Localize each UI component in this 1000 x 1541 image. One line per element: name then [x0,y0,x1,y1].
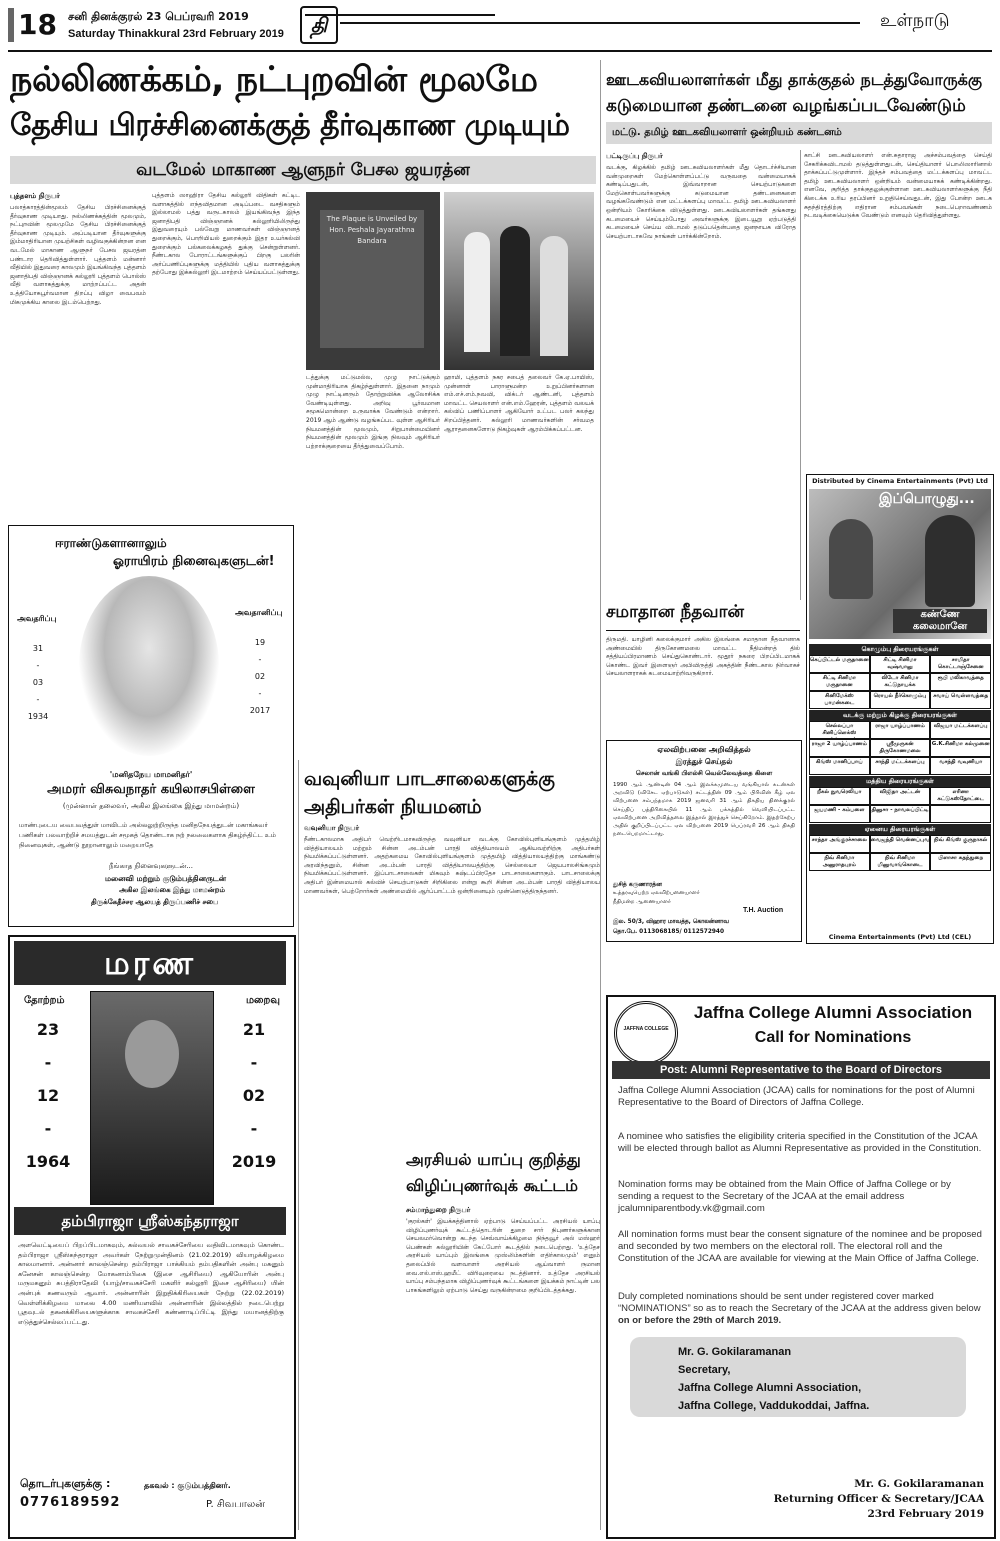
column-rule [600,60,601,1530]
memorial-portrait [79,576,219,756]
auction-phone: தொ.பே. 0113068185/ 0112572940 [613,929,724,935]
vavuniya-headline-1: வவுனியா பாடசாலைகளுக்கு [304,768,555,790]
jaffna-signature: Mr. G. Gokilaramanan Returning Officer & Secretary/JCAA 23rd February 2019 [773,1478,984,1520]
cinema-venue: கெப்பிட்டல் மருதானை [809,655,870,673]
cinema-footer: Cinema Entertainments (Pvt) Ltd (CEL) [828,933,972,941]
cinema-venue [930,805,991,823]
jaffna-post: Post: Alumni Representative to the Board of Directors [612,1061,990,1079]
obituary-portrait [90,991,214,1205]
lead-subhead: வடமேல் மாகாண ஆளுநர் பேசல ஜயரத்ன [10,156,596,184]
memorial-tagline-1: ஈராண்டுகளானாலும் [55,536,167,550]
jaffna-deadline: on or before the 29th of March 2019. [618,1315,782,1326]
politics-body: 'குரல்கள்' இயக்கத்தினால் ஏற்பாடு செய்யப்பட்ட அரசியல் யாப்பு விழிப்புணர்வுக் கூட்டத்தொடரின் துறை சார் நிபுணர்களுக்கான செயலமர்வொன்று கடந்த செவ்வாய்க்கிழமை நிந்தவூர் அல் மஸ்ஹர் பெண்கள் கல்லூரியின் கேட்போர் கூடத்தில் நடைபெற்றது. 'உத்தேச அரசியல் யாப்பும் இலங்கை முஸ்லிம்களின் எதிர்காலமும்' எனும் தலைப்பில் வளவாளர் அரசியல் ஆய்வாளர் ருமான வை.எல்.எஸ்.ஹமீட் விரிவுரையை நடத்தினார். உத்தேச அரசியல் யாப்பு சம்பந்தமாக விழிப்புணர்வுக் கூட்டங்களை இயக்கம் நாட்டின் பல பாகங்களிலும் ஏற்பாடு செய்து வருகின்றமை குறிப்பிடத்தக்கது. [406,1218,600,1294]
plaque-text: The Plaque is Unveiled by Hon. Peshala Jayarathna Bandara [320,210,424,348]
cinema-venue: றீகல் நுவரெலியா [809,787,870,805]
died-date: 21 - 02 - 2019 [231,1020,277,1171]
auction-bank: செலான் வங்கி பிஎல்சி வெல்லேவத்தை கிளை [635,769,773,777]
header-divider-right [340,22,860,24]
cinema-row [809,739,991,757]
memorial-temple: திருக்கேதீச்சர ஆலயத் திருப்பணிச் சபை [91,898,219,906]
cinema-row [809,655,991,673]
cinema-venue: ரொயல் நீர்கொழும்பு [870,691,931,709]
lead-headline-2: தேசிய பிரச்சினைக்குத் தீர்வுகாண முடியும் [10,108,570,143]
person-silhouette [500,226,530,356]
cinema-venue: சிட்டி சினிமா மருதானை [809,673,870,691]
obituary-notice [8,935,296,1539]
died-label: மறைவு [246,995,280,1006]
date-tamil: சனி தினக்குரல் 23 பெப்ரவரி 2019 [68,10,249,23]
samathana-title: சமாதான நீதவான் [606,602,744,622]
plaque-photo [306,192,440,370]
cinema-region-header: மத்திய திரையரங்குகள் [809,776,991,787]
born-date: 23 - 12 - 1964 [25,1020,71,1171]
cinema-venue: எரினா கட்டுகஸ்தோட்டை [930,787,991,805]
page-number-tab [8,8,14,42]
lead-col-1: பலாத்காரத்தின்மூலம் தேசிய பிரச்சினைக்குத் தீர்வுகாண முடியாது. நல்லிணக்கத்தின் மூலமும், நட்புறவின் மூலமுமே தேசிய பிரச்சினைக்குத் தீர்வுகாண முடியும். அப்படியான தீர்வுகளுக்கு இம்மாதிரியான முயற்சிகள் வழிவகுக்கின்றன என வடமேல் மாகாண ஆளுநர் பேசல ஜயரத்ன பண்டார தெரிவித்துள்ளார். புத்தளம் மன்னார் வீதியில் இதுவரை காலமும் இயங்கிவந்த புத்தளம் ஜனாதிபதி விஞ்ஞானக் கல்லூரி புத்தளம் பொல்ஸ் வீதி வளாகத்துக்கு மாற்றப்பட்ட அதன் உத்தியோகபூர்வமான திறப்பு விழா வைபவம் மிகமுக்கிய காலை இடம்பெற்றது. [10,204,146,306]
cinema-venue: ஸ்ரீமுருகன் திருகோணமலை [870,739,931,757]
lead-col-4: ஹாமி, புத்தளம் நகர சபைத் தலைவர் கே.ஏ.பாயிஸ், முன்னாள் பாராளுமன்ற உறுப்பினர்களான எம்.எச்.எம்.நவவி, விக்டர் ஆண்டனி, புத்தளம் மாவட்ட செயலாளர் என்.எம்.ஹேரன், புத்தளம் வலயக் கல்விப் பணிப்பாளர் ஆகியோர் உட்பட பலர் கலந்து சிறப்பித்தனர். கல்லூரி மாணவர்களின் சர்வமத ஆராதனைகளோடு நிகழ்வுகள் ஆரம்பிக்கப்பட்டன. [444,374,594,433]
cinema-listings [809,643,991,871]
actor-silhouette [829,519,873,599]
auctioneer-name: துசித் கருணாரத்ன [613,881,662,888]
lead-col-2: புத்தளம் ஸாஹிரா தேசிய கல்லூரி விதிகள் கட்டிட வளாகத்தில் எந்தவிதமான அடிப்படை வசதிகளும் இல்லாமல் பத்து வருடகாலம் இயங்கிவந்த இந்த ஜனாதிபதி விஞ்ஞானக் கல்லூரியிலிருந்து இதுவரையும் பல்வேறு மாணவர்கள் விஞ்ஞானத் துறைக்கும், பொறியியல் துறைக்கும் இதர உயர்கல்வி துறைக்கும் பல்கலைக்கழகத் துக்கு சென்றுள்ளனர். நீண்டகால போராட்டங்களுக்குப் பிறகு பலரின் அர்ப்பணிப்புகளுக்கு மத்தியில் புதிய வளாகத்துக்கு தற்போது இக்கல்லூரி இடமாற்றம் செய்யப்பட்டுள்ளது. [152,192,300,277]
cinema-row [809,787,991,805]
cinema-venue: சாமிதா கொட்டாஞ்சேனை [930,655,991,673]
cinema-venue: ராஜா யாழ்ப்பாணம் [870,721,931,739]
memorial-body: மாண்புடைய வைபவத்துள் மாவிடம் அல்லலுற்றிருந்த மனிதநேயத்துடன் மகாங்கவர் பணிகள் பலவாற்றிச் சமயத்துடன் சமூகத் தொண்டாக நற் நலவைகளாக திகழ்ந்திட்ட உம் நினைவுகள், ஆண்டு நூறானாலும் மறையாதே [19,821,276,849]
cinema-row [809,757,991,775]
cinema-venue: வைஜந்தி வென்னப்புவ [870,835,931,853]
header-rule [8,50,992,52]
jaffna-p4: All nomination forms must bear the consent signature of the nominee and be proposed and seconded by two members on the electoral roll. The electoral roll and the Constitution of the JCAA are available for viewing at the Main Office of Jaffna College. [618,1229,982,1264]
obituary-body: அளவெட்டியைப் பிறப்பிடமாகவும், கல்வயல் சாவகச்சேரியை வதிவிடமாகவும் கொண்ட தம்பிராஜா ஸ்ரீஸ்கந்தராஜா அவர்கள் நேற்றுமுன்தினம் (21.02.2019) வியாழக்கிழமை காலமானார். அன்னார் காலஞ்சென்ற தம்பிராஜா பாக்கியம் தம்பதிகளின் அன்பு மகனும் கனேசன் காலஞ்சென்ற மோகனாம்பிகை (இசை ஆசிரியை) ஆகியோரின் அன்பு மருமகனும் சுபத்திராதேவி (யாழ்/சாவகச்சேரி மகளிர் கல்லூரி இசை ஆசிரியை) யின் அன்புக் கணவரும் ஆவார். அன்னாரின் இறுதிக்கிரியைகள் நேற்று (22.02.2019) வெள்ளிக்கிழமை மாலை 4.00 மணியளவில் அன்னாரின் இல்லத்தில் நடைபெற்று பூதவுடல் தகனக்கிரியைகளுக்காக சாவகச்சேரி கண்ணாடிப்பிட்டி இந்து மயானத்திற்கு எடுத்துச்செல்லப்பட்டது. [18,1241,284,1326]
memorial-org: அகில இலங்கை இந்து மாமன்றம் [119,886,225,894]
auction-title: ஏலவிற்பனை அறிவித்தல் [657,745,751,754]
cinema-venue: ராஜா 2 யாழ்ப்பாணம் [809,739,870,757]
media-dateline: பட்டிருப்பு நிருபர் [606,152,663,160]
cinema-venue: நிவ் சினிமா அனுராதபுரம் [809,853,870,871]
jaffna-college-notice [606,995,996,1539]
obituary-signature: P. சிவபாலன் [206,1499,265,1510]
auctioneer-role: உத்தரவுபெற்ற ஏலவிற்பனையாளர் [613,890,700,896]
jaffna-p2: A nominee who satisfies the eligibility criteria specified in the Constitution of the JCAA will be elected through ballot as Alumni Representative as provided in the Constitution. [618,1131,982,1154]
cinema-row [809,673,991,691]
cinema-venue: விஜயா மட்டக்களப்பு [930,721,991,739]
jaffna-call: Call for Nominations [754,1029,912,1046]
cinema-ad [806,474,994,944]
cinema-venue: தினுசா - நாவலப்பிட்டி [870,805,931,823]
cinema-venue: சவாய் வெள்ளவத்தை [930,691,991,709]
politics-headline-1: அரசியல் யாப்பு குறித்து [406,1150,581,1169]
cinema-venue: பிளாசா சுதந்துறை [930,853,991,871]
column-rule [298,760,299,1530]
media-subhead: மட்டு. தமிழ் ஊடகவியலாளர் ஒன்றியம் கண்டனம் [606,122,992,144]
cinema-region-header: ஏனைய திரையரங்குகள் [809,824,991,835]
lead-col-3: டத்துக்கு மட்டுமல்ல, முழு நாட்டுக்கும் முன்மாதிரியாக திகழ்ந்துள்ளார். இதனை நாமும் முழு நாட்டினரும் தோற்றுவிக்க ஆலோசிக்க வேண்டியுள்ளது. அறிவு பூர்வமான சமூகமொன்றை உருவாக்க வேண்டும் என்றார். 2019 ஆம் ஆண்டு வழங்கப்பட வுள்ள ஆசிரியர் நியமனத்தின் மூலமும், சிறுபான்மையினர் நியமனத்தின் மூலமும் இங்கு நிலவும் ஆசிரியர் பற்றாக்குறையை தீர்த்துவைப்போம். [306,374,440,450]
cinema-venue: நிவ் கிங்ஸ் குருநாகல் [930,835,991,853]
lead-headline-1: நல்லிணக்கம், நட்புறவின் மூலமே [10,60,538,100]
auction-body: 1990 ஆம் ஆண்டின் 04 ஆம் இலக்கமுடைய வங்கியால் கடன்கள் அறவிடு (விசேட ஏற்பாடுகள்) சட்டத்தின் 09 ஆம் பிரிவின் கீழ் ஏல விற்பனை சம்பந்தமாக 2019 ஜனவரி 31 ஆம் திகதிய தினக்குரல் செய்திப் பத்திரிகையில் 11 ஆம் பக்கத்தில் வெளியிடப்பட்ட ஏலவிற்பனை அறிவித்தலை இத்தால் இரத்துச் செய்கிறோம். இதற்கேற்ப அதில் குறிப்பிடப்பட்ட ஏல விற்பனை 2019 பெப்ரவரி 26 ஆம் திகதி நடைபெறமாட்டாது. [613,782,795,838]
auction-company: T.H. Auction [743,907,784,914]
media-headline-1: ஊடகவியலாளர்கள் மீது தாக்குதல் நடத்துவோருக்கு [606,70,983,89]
memorial-role: (முன்னாள் தலைவர், அகில இலங்கை இந்து மாமன்றம்) [62,802,240,810]
thinakkural-logo: தி [300,6,338,44]
cinema-venue: கிங்ஸ் மானிப்பாய் [809,757,870,775]
cinema-venue: G.K.சினிமா கல்முனை [930,739,991,757]
death-date: 19 - 02 - 2017 [249,638,271,715]
section-label: உள்நாடு [880,10,950,31]
lead-dateline: புத்தளம் நிருபர் [10,192,60,200]
cinema-distributor: Distributed by Cinema Entertainments (Pvt) Ltd [812,477,988,485]
college-seal-text: JAFFNA COLLEGE [623,1026,669,1032]
cinema-venue: லிடோ சினிமா கட்டுநாயக்க [870,673,931,691]
cinema-venue: செல்லப்பா சினிப்ளெக்ஸ் [809,721,870,739]
jaffna-p5-text: Duly completed nominations should be sent under registered cover marked “NOMINATIONS” so as to reach the Secretary of the JCAA at the address given below [618,1291,981,1314]
vavuniya-headline-2: அதிபர்கள் நியமனம் [304,796,482,818]
jaffna-title: Jaffna College Alumni Association [693,1003,973,1022]
cinema-now: இப்பொழுது... [879,491,975,507]
vavuniya-body: நீண்டகாலமாக அதிபர் வெற்றிடமாகவிருந்த வவுனியா வடக்கு கோவில்புளியங்குளம் முத்தமிழ் வித்தியாலயம் மற்றும் சின்ன அடம்பன் பாரதி வித்தியாலயம் ஆகியவற்றிற்கு அதிபர்கள் நியமிக்கப்பட்டுள்ளனர். அதற்கமைய கோவில்புளியங்குளம் முத்தமிழ் வித்தியாலயத்திற்கு மாங்கண்டு அரவிந்தனும், சின்ன அடம்பன் பாரதி வித்தியாலயத்திற்கு செல்லையா ஜெயபாலசிங்கமும் நியமிக்கப்பட்டுள்ளனர். இப்பாடசாலைகள் மிகவும் கஷ்டப்பிரதேச பாடசாலைகளாகும். பாடசாலைக்கு அதிபர் இன்மையால் கல்விச் செயற்பாடுகள் சிறிகிலை என்று கூறி சின்ன அடம்பன் பாரதி வித்தியாலய மாணவர்கள், பெற்றோர்கள் அண்மையில் ஆர்ப்பாட்டம் ஒன்றினையும் முன்னெடுத்திருந்தனர். [304,836,600,895]
memorial-closing: நீங்காத நினைவுகளுடன்... [109,862,193,870]
jaffna-p1: Jaffna College Alumni Association (JCAA) calls for nominations for the post of Alumni Representative to the Board of Directors of Jaffna College. [618,1085,975,1108]
media-col-2: காட்சி ஊடகவியலாளர் என்.சுதாராஜ அச்சம்பவத்தை செய்தி சேகரிக்கவிடாமல் தடுத்துள்ளதுடன், செய்தியாளர் பொலிஸாரினால் தாக்கப்பட்டுமுள்ளார். இந்தச் சம்பவத்தை மட்டக்களப்பு மாவட்ட தமிழ் ஊடகவியலாளர் ஒன்றியம் வன்மையாகக் கண்டிக்கின்றது. எனவே, குறித்த தாக்குதலுக்குள்ளான ஊடகவியலாளர்களுக்கு நீதி கிடைக்க உரிய தரப்பினர் உறுதிசெய்வதுடன், இது போன்ற ஊடக சுதந்திரத்திற்கு எதிரான சம்பவங்கள் நடைபெறாவண்ணம் நடவடிக்கையெடுக்க வேண்டும் எனவும் தெரிவித்துள்ளது. [804,152,992,220]
media-headline-2: கடுமையான தண்டனை வழங்கப்படவேண்டும் [606,96,966,116]
samathana-body: திருமதி. யாழினி கலைக்குமார் அகில இலங்கை சமாதான நீதவானாக அண்மையில் திருகோணமலை மாவட்ட நீதிமன்றத் தில் சத்தியப்பிரமாணம் செய்துகொண்டார். மூதூர் நகரை பிறப்பிடமாகக் கொண்ட இவர் இளைஞர் அபிவிருத்தி அகத்தின் நீண்டகால நிர்வாகச் செயலாளராகக் கடமையாற்றிவருகிறார். [606,636,800,678]
cinema-venue: விஜிதா அட்டன் [870,787,931,805]
jaffna-p3: Nomination forms may be obtained from the Main Office of Jaffna College or by sending a request to the Secretary of the JCAA at the email address jcalumniparentbody.vk@gmail.com [618,1179,951,1214]
person-silhouette [540,236,568,356]
cinema-venue: ரூபி மலிகாவத்தை [930,673,991,691]
cinema-row [809,805,991,823]
movie-title-art: கண்ணே கலைமானே [893,609,987,633]
cinema-venue: சாந்தா அங்குரச்சாலை [809,835,870,853]
date-english: Saturday Thinakkural 23rd February 2019 [68,28,284,40]
contact-label: தொடர்புகளுக்கு : [20,1477,111,1490]
politics-dateline: சம்மாந்துறை நிருபர் [406,1206,471,1214]
info-label: தகவல் : குடும்பத்தினர். [144,1481,231,1490]
death-label: அவதானிப்பு [235,608,283,617]
cinema-row [809,721,991,739]
auction-address: இல. 50/3, விஹார மாவத்த, கொலன்னாவ [613,919,729,925]
person-silhouette [464,232,490,352]
cinema-region-header: வடக்கு மற்றும் கிழக்கு திரையரங்குகள் [809,710,991,721]
cinema-venue: வசந்தி வவுனியா [930,757,991,775]
jaffna-p5 [618,1291,984,1327]
born-label: தோற்றம் [24,995,65,1006]
auction-subtitle: இரத்துச் செய்தல் [675,757,733,766]
jaffna-address-box: Mr. G. Gokilaramanan Secretary, Jaffna College Alumni Association, Jaffna College, Vaddukoddai, Jaffna. [630,1337,966,1417]
memorial-name: அமரர் விசுவநாதர் கயிலாசபிள்ளை [47,782,255,797]
cinema-row [809,691,991,709]
birth-label: அவதரிப்பு [17,614,57,623]
contact-phone: 0776189592 [20,1495,121,1510]
cinema-venue: சினிமேக்ஸ் பாமன்கடை [809,691,870,709]
auction-notice [606,740,802,942]
samathana-rule [606,630,800,631]
cinema-region-header: கொழும்பு திரையரங்குகள் [809,644,991,655]
politics-headline-2: விழிப்புணர்வுக் கூட்டம் [406,1176,578,1195]
actress-silhouette [925,515,975,607]
column-rule [800,150,801,600]
cinema-venue: நிவ் சினிமா மினுவாங்கொடை [870,853,931,871]
birth-date: 31 - 03 - 1934 [27,644,49,721]
cinema-row [809,835,991,853]
memorial-title: 'மனிதநேய மாமனிதர்' [109,770,193,779]
media-col-1: வடக்கு, கிழக்கில் தமிழ் ஊடகவியலாளர்கள் மீது தொடர்ச்சியான வன்முறைகள் மேற்கொள்ளப்பட்டு வருவதை வன்மையாகக் கண்டிப்பதுடன், இவ்வாறான செயற்பாடுகளை மேற்கொள்பவர்களுக்கு கடுமையான தண்டனைகளை வழங்கவேண்டும் என மட்டக்களப்பு மாவட்ட தமிழ் ஊடகவியலாளர் ஒன்றியம் கோரிக்கை விடுத்துள்ளது. ஊடகவியலாளர்கள் தங்களது கடமையைச் செய்யும்போது அவர்களுக்கு இடையூறு ஏற்படுத்தி கடமையைச் செய்ய விடாமல் தடுப்பதென்பதை ஜனநாயக விரோத செயற்பாடாகவே நாங்கள் பார்க்கின்றோம். [606,164,796,240]
cinema-venue: சாந்தி மட்டக்களப்பு [870,757,931,775]
auctioneer-role-2: நீதிமன்ற ஆணையாளர் [613,899,671,905]
vavuniya-dateline: வவுனியா நிருபர் [304,824,360,832]
obituary-name: தம்பிராஜா ஸ்ரீஸ்கந்தராஜா [14,1207,286,1235]
memorial-notice [8,525,294,927]
memorial-tagline-2: ஓராயிரம் நினைவுகளுடன்! [113,554,275,569]
cinema-row [809,853,991,871]
college-seal [614,1001,678,1065]
obituary-title: மரண [14,941,286,985]
portrait-face [125,1020,179,1088]
memorial-family: மனைவி மற்றும் குடும்பத்தினருடன் [105,874,227,883]
page-header [0,0,1000,50]
movie-poster [809,489,991,639]
page-number: 18 [18,8,57,41]
ceremony-photo [444,192,594,370]
cinema-venue: ஜயமணி - கம்பளை [809,805,870,823]
cinema-venue: சிட்டி சினிமா வுஷ்வாலு [870,655,931,673]
